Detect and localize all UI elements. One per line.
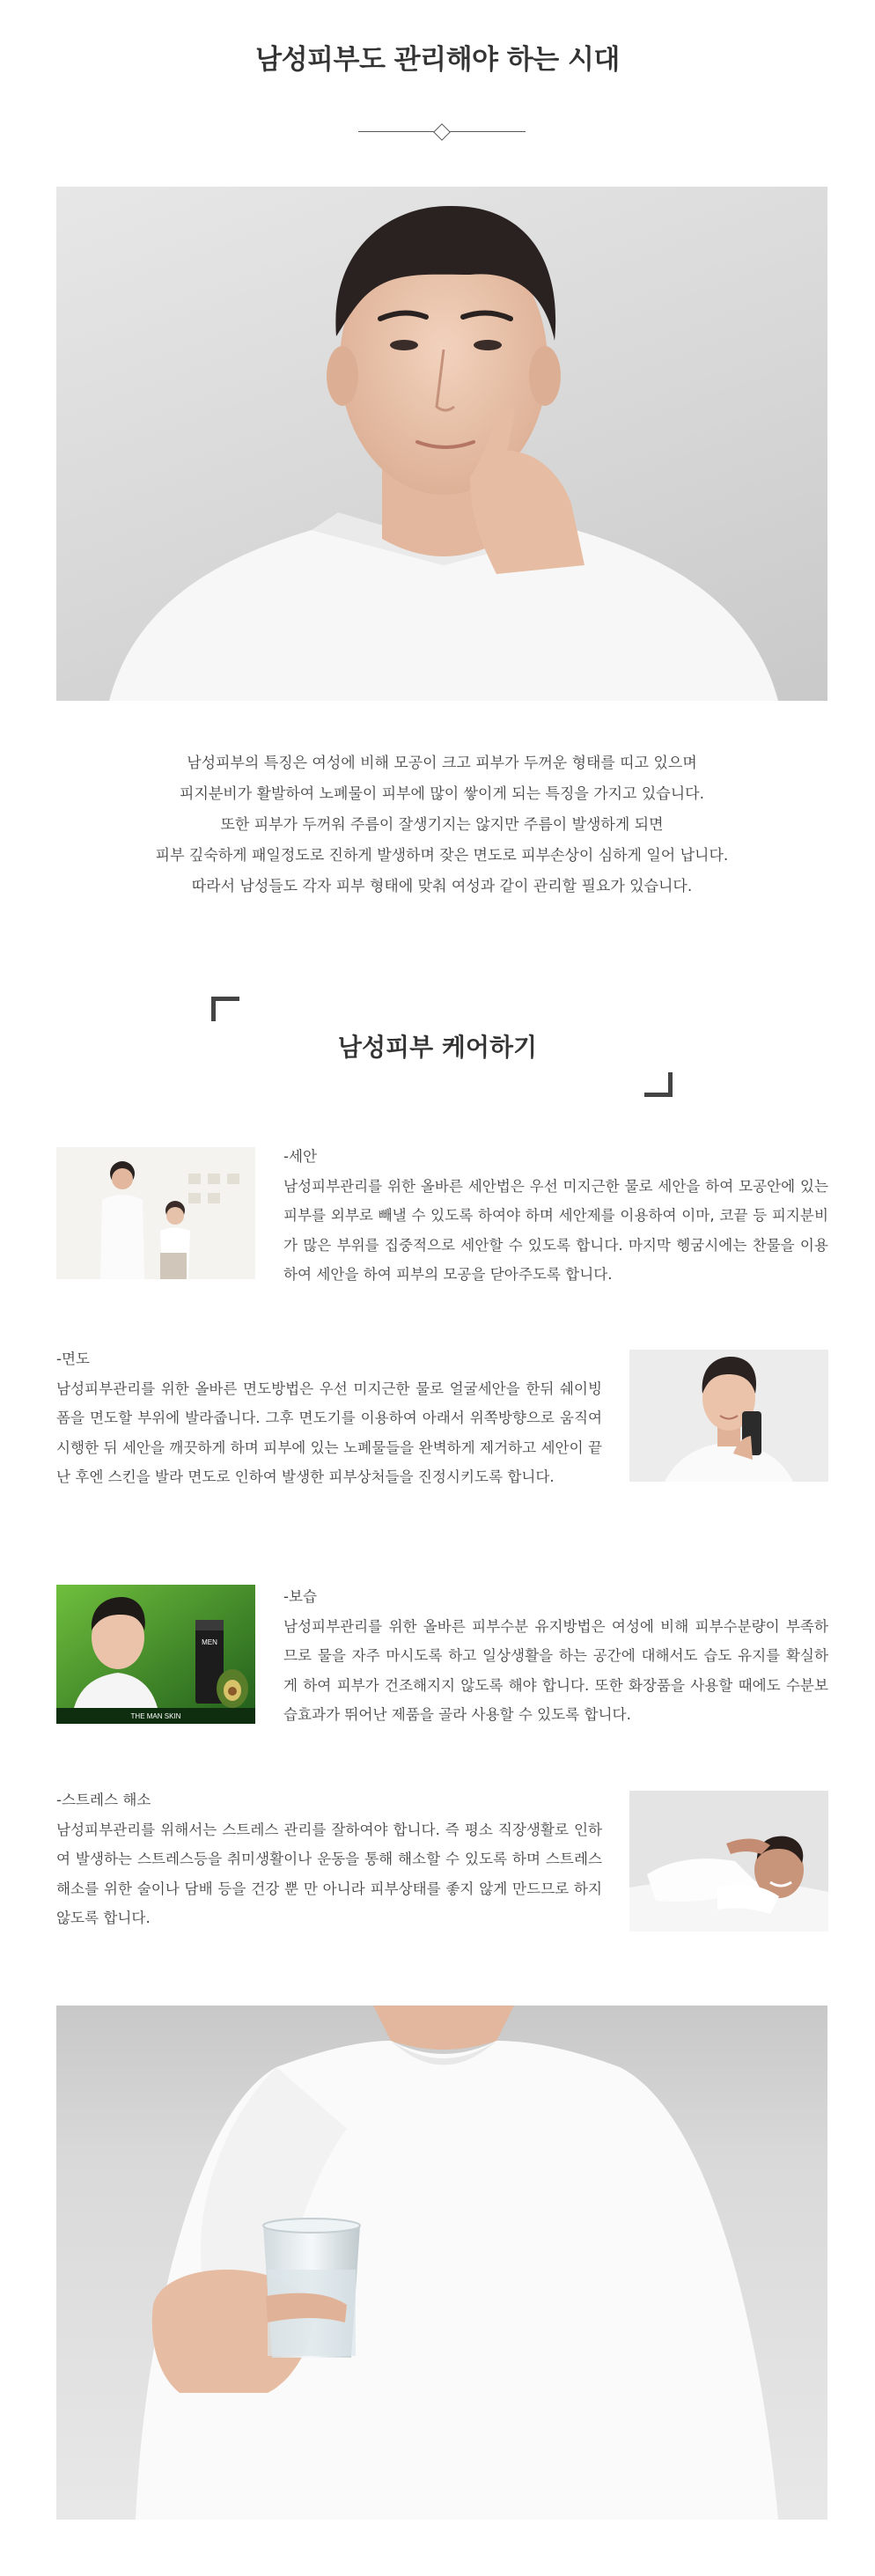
intro-line: 따라서 남성들도 각자 피부 형태에 맞춰 여성과 같이 관리할 필요가 있습니다. (191, 878, 693, 895)
intro-line: 피지분비가 활발하여 노폐물이 피부에 많이 쌓이게 되는 특징을 가지고 있습니다. (180, 785, 704, 803)
intro-line: 피부 깊숙하게 패일정도로 진하게 발생하며 잦은 면도로 피부손상이 심하게 일어 납니다. (155, 847, 729, 865)
care-item-shaving (56, 1344, 602, 1492)
shaving-photo (629, 1350, 828, 1482)
bracket-bottom-right-icon (644, 1072, 673, 1097)
care-item-body: 남성피부관리를 위한 올바른 면도방법은 우선 미지근한 물로 얼굴세안을 한뒤 쉐이빙폼을 면도할 부위에 발라줍니다. 그후 면도기를 이용하여 아래서 위쪽방향으로 움직여 시행한 뒤 세안을 깨끗하게 하며 피부에 있는 노폐물들을 완벽하게 제거하고 세안이 끝난 후엔 스킨을 발라 면도로 인하여 발생한 피부상처들을 진정시키도록 합니다. (56, 1380, 602, 1485)
moisturizing-product-photo (56, 1585, 255, 1724)
product-brand-text: MEN (202, 1638, 217, 1646)
product-name-text: THE MAN SKIN (130, 1712, 181, 1720)
care-item-stress-relief (56, 1785, 602, 1933)
care-item-label: -스트레스 해소 (56, 1792, 151, 1808)
water-glass-photo (56, 2006, 827, 2520)
care-section-title: 남성피부 케어하기 (337, 1033, 538, 1062)
hero-photo (56, 187, 827, 701)
care-item-label: -면도 (56, 1351, 91, 1367)
care-item-label: -세안 (283, 1148, 318, 1165)
intro-text (56, 748, 827, 902)
title-divider (358, 123, 526, 141)
bracket-top-left-icon (211, 997, 239, 1021)
care-item-label: -보습 (283, 1588, 318, 1605)
care-item-washing (283, 1142, 828, 1290)
intro-line: 남성피부의 특징은 여성에 비해 모공이 크고 피부가 두꺼운 형태를 띠고 있으며 (187, 754, 697, 772)
relaxing-photo (629, 1791, 828, 1932)
care-item-moisturizing (283, 1582, 828, 1730)
diamond-ornament-icon (433, 123, 451, 141)
care-item-body: 남성피부관리를 위한 올바른 피부수분 유지방법은 여성에 비해 피부수분량이 부족하므로 물을 자주 마시도록 하고 일상생활을 하는 공간에 대해서도 습도 유지를 확실하게 하여 피부가 건조해지지 않도록 해야 합니다. 또한 화장품을 사용할 때에도 수분보습효과가 뛰어난 제품을 골라 사용할 수 있도록 합니다. (283, 1617, 828, 1723)
intro-line: 또한 피부가 두꺼워 주름이 잘생기지는 않지만 주름이 발생하게 되면 (220, 816, 664, 834)
care-item-body: 남성피부관리를 위한 올바른 세안법은 우선 미지근한 물로 세안을 하여 모공안에 있는 피부를 외부로 빼낼 수 있도록 하여야 하며 세안제를 이용하여 이마, 코끝 등 피지분비가 많은 부위를 집중적으로 세안할 수 있도록 합니다. 마지막 헹굼시에는 찬물을 이용하여 세안을 하여 피부의 모공을 닫아주도록 합니다. (283, 1177, 828, 1283)
washing-photo (56, 1147, 255, 1279)
care-item-body: 남성피부관리를 위해서는 스트레스 관리를 잘하여야 합니다. 즉 평소 직장생활로 인하여 발생하는 스트레스등을 취미생활이나 운동을 통해 해소할 수 있도록 하며 스트레스 해소를 위한 술이나 담배 등을 건강 뿐 만 아니라 피부상태를 좋지 않게 만드므로 하지 않도록 합니다. (56, 1821, 602, 1926)
page-title: 남성피부도 관리해야 하는 시대 (255, 44, 620, 76)
